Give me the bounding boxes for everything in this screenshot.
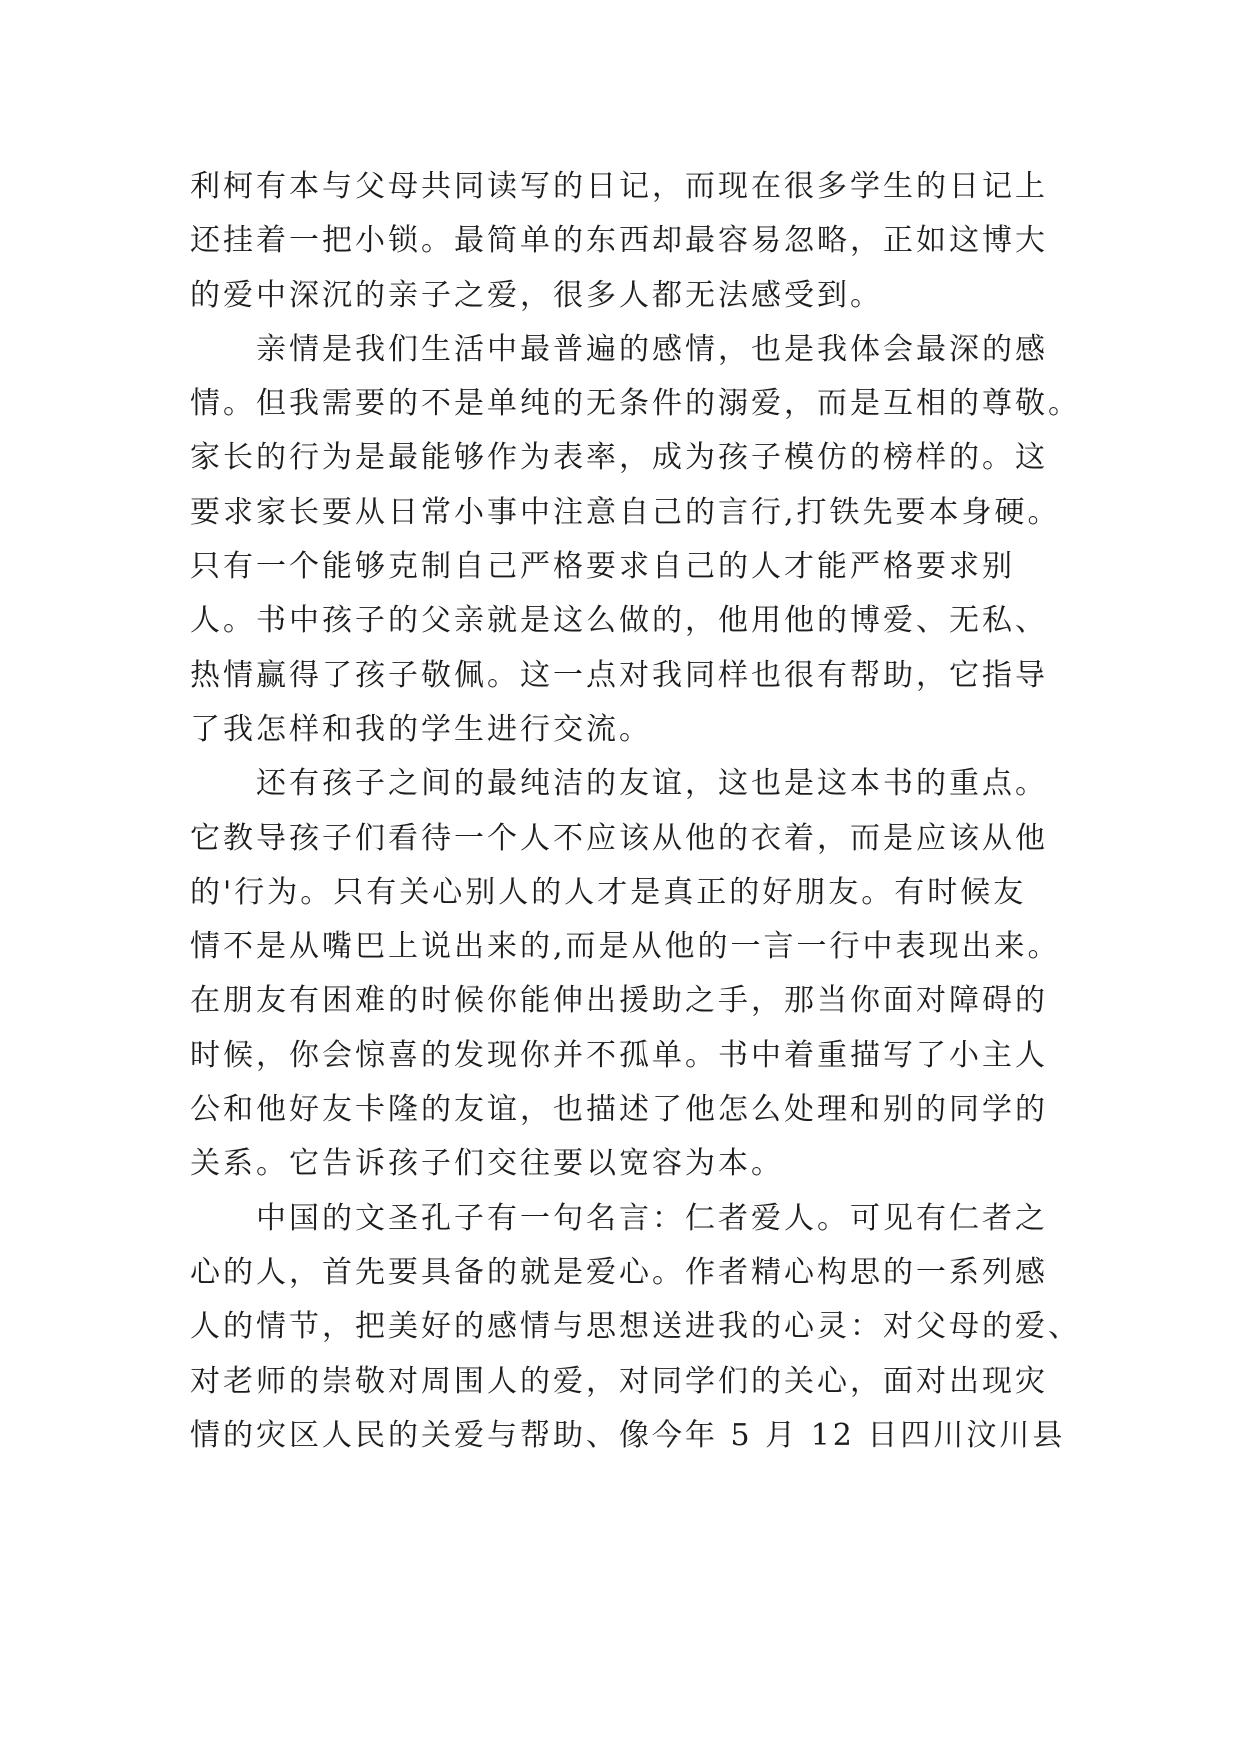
text-line: 情的灾区人民的关爱与帮助、像今年 5 月 12 日四川汶川县 xyxy=(190,1417,1066,1453)
text-line: 情不是从嘴巴上说出来的,而是从他的一言一行中表现出来。 xyxy=(190,929,1061,965)
text-line: 它教导孩子们看待一个人不应该从他的衣着，而是应该从他 xyxy=(190,820,1048,856)
text-line: 的爱中深沉的亲子之爱，很多人都无法感受到。 xyxy=(190,277,883,313)
text-line: 人。书中孩子的父亲就是这么做的，他用他的博爱、无私、 xyxy=(190,603,1048,639)
text-line: 在朋友有困难的时候你能伸出援助之手，那当你面对障碍的 xyxy=(190,983,1048,1019)
text-line: 中国的文圣孔子有一句名言：仁者爱人。可见有仁者之 xyxy=(190,1200,1048,1236)
text-line: 时候，你会惊喜的发现你并不孤单。书中着重描写了小主人 xyxy=(190,1037,1048,1073)
text-line: 了我怎样和我的学生进行交流。 xyxy=(190,711,652,747)
text-line: 公和他好友卡隆的友谊，也描述了他怎么处理和别的同学的 xyxy=(190,1092,1048,1128)
text-line: 还有孩子之间的最纯洁的友谊，这也是这本书的重点。 xyxy=(190,766,1048,802)
text-line: 家长的行为是最能够作为表率，成为孩子模仿的榜样的。这 xyxy=(190,440,1048,476)
text-line: 只有一个能够克制自己严格要求自己的人才能严格要求别 xyxy=(190,549,1015,585)
text-line: 还挂着一把小锁。最简单的东西却最容易忽略，正如这博大 xyxy=(190,223,1048,259)
text-line: 热情赢得了孩子敬佩。这一点对我同样也很有帮助，它指导 xyxy=(190,657,1048,693)
text-line: 利柯有本与父母共同读写的日记，而现在很多学生的日记上 xyxy=(190,169,1048,204)
text-line: 要求家长要从日常小事中注意自己的言行,打铁先要本身硬。 xyxy=(190,494,1061,530)
body-text xyxy=(190,160,1090,1463)
text-line: 关系。它告诉孩子们交往要以宽容为本。 xyxy=(190,1146,784,1182)
text-line: 情。但我需要的不是单纯的无条件的溺爱，而是互相的尊敬。 xyxy=(190,386,1081,422)
text-line: 对老师的崇敬对周围人的爱，对同学们的关心，面对出现灾 xyxy=(190,1363,1048,1399)
text-line: 的'行为。只有关心别人的人才是真正的好朋友。有时候友 xyxy=(190,874,1027,910)
text-line: 心的人，首先要具备的就是爱心。作者精心构思的一系列感 xyxy=(190,1254,1048,1290)
text-line: 亲情是我们生活中最普遍的感情，也是我体会最深的感 xyxy=(190,331,1048,367)
text-line: 人的情节，把美好的感情与思想送进我的心灵：对父母的爱、 xyxy=(190,1309,1081,1345)
